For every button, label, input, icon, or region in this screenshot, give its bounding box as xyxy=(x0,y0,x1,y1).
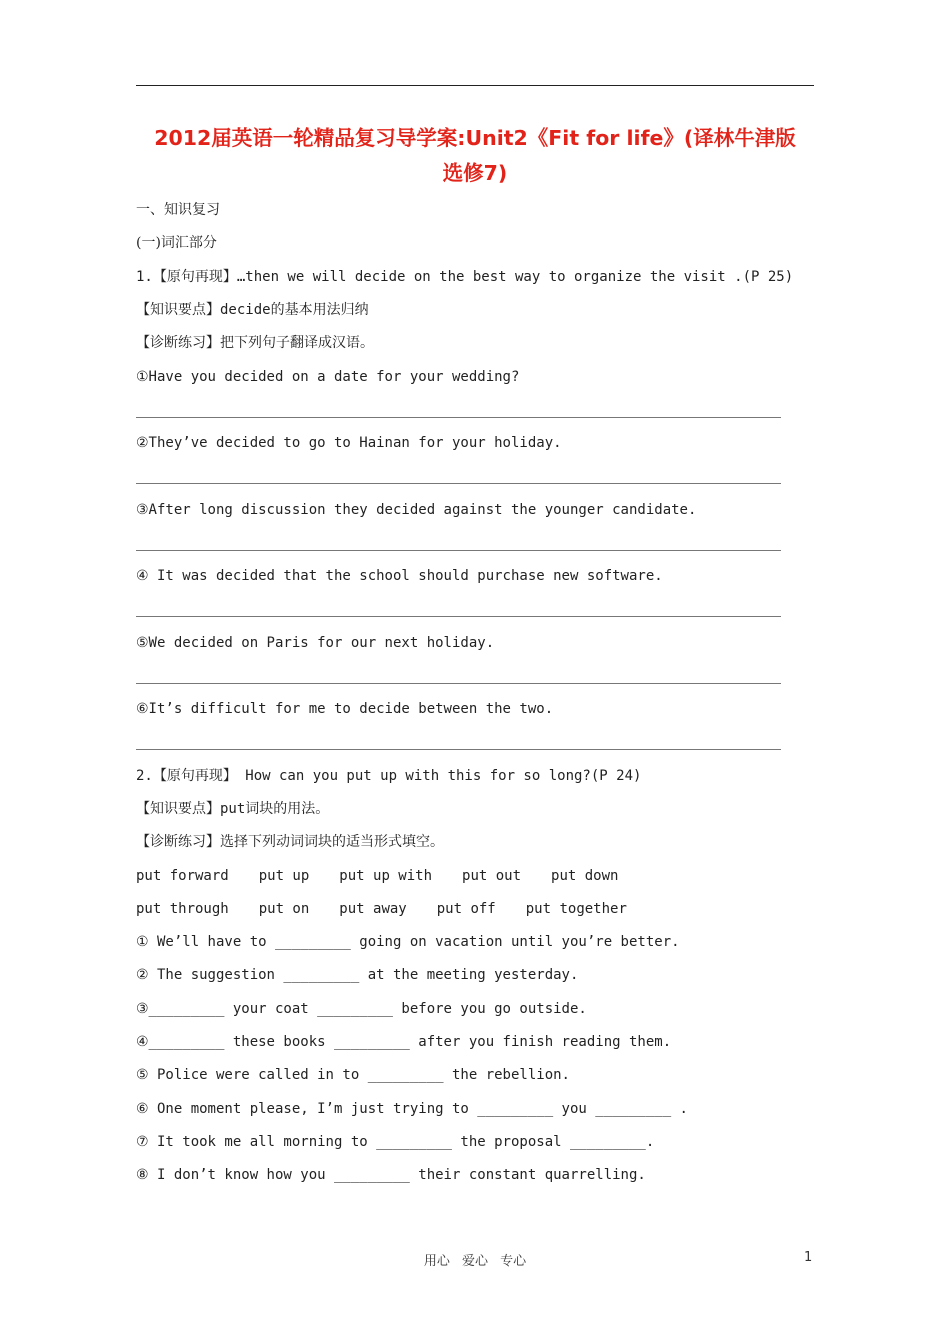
option-item: put out xyxy=(462,868,522,884)
answer-line xyxy=(136,483,781,484)
q1-sentence: ③After long discussion they decided against the younger candidate. xyxy=(136,502,697,518)
options-row-2 xyxy=(136,900,657,918)
q2-origin: 2.【原句再现】 How can you put up with this for so long?(P 24) xyxy=(136,768,642,784)
q1-sentence: ④ It was decided that the school should purchase new software. xyxy=(136,568,663,584)
document-title xyxy=(136,121,814,191)
q1-sentence: ①Have you decided on a date for your wedding? xyxy=(136,369,520,385)
subsection-heading: (一)词汇部分 xyxy=(136,235,217,251)
q1-point: 【知识要点】decide的基本用法归纳 xyxy=(136,302,369,318)
q2-blank-item: ③_________ your coat _________ before you go outside. xyxy=(136,1001,587,1017)
section-heading: 一、知识复习 xyxy=(136,202,220,218)
answer-line xyxy=(136,417,781,418)
q2-blank-item: ⑤ Police were called in to _________ the rebellion. xyxy=(136,1067,570,1083)
q2-exercise: 【诊断练习】选择下列动词词块的适当形式填空。 xyxy=(136,834,444,850)
options-row-1 xyxy=(136,867,648,885)
q2-point: 【知识要点】put词块的用法。 xyxy=(136,801,330,817)
q2-blank-item: ⑦ It took me all morning to _________ the proposal _________. xyxy=(136,1134,655,1150)
option-item: put on xyxy=(258,901,310,917)
q2-blank-item: ② The suggestion _________ at the meeting yesterday. xyxy=(136,967,579,983)
option-item: put up with xyxy=(339,868,433,884)
q1-sentence: ②They’ve decided to go to Hainan for your holiday. xyxy=(136,435,562,451)
answer-line xyxy=(136,683,781,684)
title-line-2: 选修7) xyxy=(442,161,508,185)
answer-line xyxy=(136,749,781,750)
answer-line xyxy=(136,616,781,617)
option-item: put off xyxy=(436,901,496,917)
page-footer: 用心 爱心 专心 xyxy=(423,1254,527,1269)
q1-exercise: 【诊断练习】把下列句子翻译成汉语。 xyxy=(136,335,374,351)
q2-blank-item: ⑧ I don’t know how you _________ their constant quarrelling. xyxy=(136,1167,646,1183)
option-item: put forward xyxy=(136,868,229,884)
q1-origin: 1.【原句再现】…then we will decide on the best way to organize the visit .(P 25) xyxy=(136,269,794,285)
option-item: put away xyxy=(339,901,407,917)
q2-blank-item: ① We’ll have to _________ going on vacation until you’re better. xyxy=(136,934,680,950)
option-item: put together xyxy=(525,901,627,917)
answer-line xyxy=(136,550,781,551)
header-rule xyxy=(136,85,814,86)
option-item: put through xyxy=(136,901,229,917)
option-item: put down xyxy=(551,868,619,884)
title-line-1: 2012届英语一轮精品复习导学案:Unit2《Fit for life》(译林牛津版 xyxy=(154,126,796,150)
q1-sentence: ⑤We decided on Paris for our next holiday. xyxy=(136,635,495,651)
q1-sentence: ⑥It’s difficult for me to decide between the two. xyxy=(136,701,554,717)
q2-blank-item: ④_________ these books _________ after you finish reading them. xyxy=(136,1034,672,1050)
option-item: put up xyxy=(258,868,310,884)
page-number: 1 xyxy=(804,1250,813,1265)
q2-blank-item: ⑥ One moment please, I’m just trying to _________ you _________ . xyxy=(136,1101,688,1117)
